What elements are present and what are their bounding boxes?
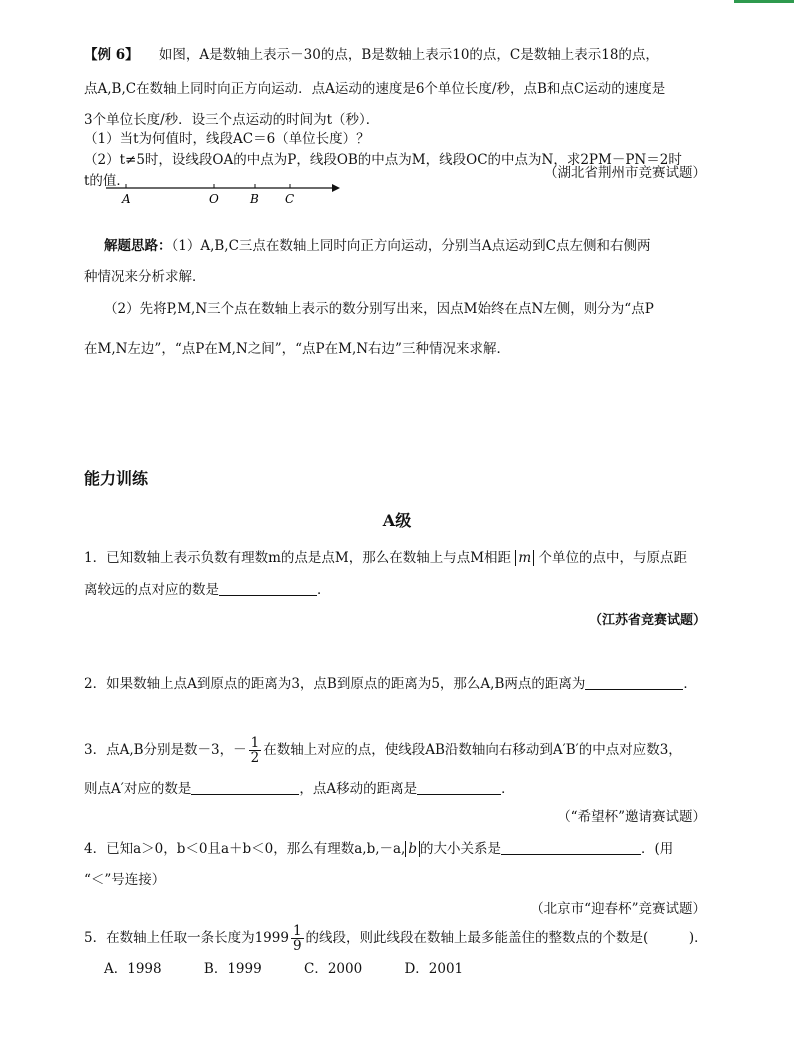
- problem-4-line-1: [84, 840, 673, 858]
- problem-5-fraction-den: 9: [292, 938, 302, 954]
- axis-label-b: B: [250, 192, 259, 206]
- example-question-2b: t的值．: [84, 173, 130, 189]
- analysis-label: 解题思路：: [104, 238, 172, 254]
- problem-3-line-1: [84, 736, 682, 765]
- problem-5-options: [104, 957, 501, 977]
- example-text-1: 如图，A是数轴上表示－30的点，B是数轴上表示10的点，C是数轴上表示18的点，: [158, 47, 659, 63]
- problem-3-answer-blank-2[interactable]: [417, 780, 501, 795]
- analysis-text-1: （1）A,B,C三点在数轴上同时向正方向运动，分别当A点运动到C点左侧和右侧两: [171, 238, 651, 254]
- analysis-line-2: 种情况来分析求解．: [84, 269, 206, 285]
- example-line-1: [84, 46, 659, 64]
- option-a[interactable]: A．1998: [104, 961, 162, 977]
- problem-4-abs-b: b: [405, 841, 420, 857]
- problem-4-text-pre: 4．已知a＞0，b＜0且a＋b＜0，那么有理数a,b,－a,: [84, 841, 406, 857]
- example-question-1: （1）当t为何值时，线段AC＝6（单位长度）？: [84, 131, 370, 147]
- analysis-line-1: [104, 237, 651, 255]
- problem-3-text-2a: 则点A′对应的数是: [84, 781, 192, 797]
- option-b[interactable]: B．1999: [203, 961, 262, 977]
- problem-4-text-post: 的大小关系是: [420, 841, 502, 857]
- analysis-line-3: （2）先将P,M,N三个点在数轴上表示的数分别写出来，因点M始终在点N左侧，则分为“点P: [104, 301, 654, 317]
- problem-1-line-1: [84, 549, 687, 567]
- problem-1-text-2: 离较远的点对应的数是: [84, 582, 219, 598]
- problem-4-text-end: ．(用: [641, 841, 674, 857]
- problem-1-answer-blank[interactable]: [219, 581, 317, 596]
- option-c[interactable]: C．2000: [303, 961, 363, 977]
- problem-4-answer-blank[interactable]: [501, 840, 641, 855]
- problem-5-text-post: 的线段，则此线段在数轴上最多能盖住的整数点的个数是( )．: [305, 930, 708, 946]
- axis-label-o: O: [209, 192, 219, 206]
- problem-5-text-pre: 5．在数轴上任取一条长度为1999: [84, 930, 289, 946]
- problem-4-line-2: “＜”号连接）: [84, 872, 166, 888]
- problem-3-text-2b: ，点A移动的距离是: [299, 781, 418, 797]
- problem-1-text-pre: 1．已知数轴上表示负数有理数m的点是点M，那么在数轴上与点M相距: [84, 550, 512, 566]
- problem-2-answer-blank[interactable]: [585, 675, 683, 690]
- problem-4-source: （北京市“迎春杯”竞赛试题）: [530, 901, 706, 917]
- top-accent-bar: [734, 0, 794, 3]
- problem-1-abs-m: m: [515, 550, 534, 566]
- problem-2-text: 2．如果数轴上点A到原点的距离为3，点B到原点的距离为5，那么A,B两点的距离为: [84, 676, 586, 692]
- axis-label-a: A: [122, 192, 131, 206]
- problem-1-source: （江苏省竞赛试题）: [588, 613, 706, 628]
- example-line-3: 3个单位长度/秒．设三个点运动的时间为t（秒）．: [84, 112, 380, 128]
- example-source: （湖北省荆州市竞赛试题）: [544, 165, 706, 181]
- example-question-2: （2）t≠5时，设线段OA的中点为P，线段OB的中点为M，线段OC的中点为N，求2PM－PN＝2时: [84, 152, 682, 168]
- section-title: 能力训练: [84, 469, 149, 488]
- number-line-arrow: [332, 184, 340, 192]
- axis-label-c: C: [285, 192, 295, 206]
- problem-5-fraction: [291, 924, 304, 953]
- example-label: 【例 6】: [84, 47, 139, 63]
- level-title: A级: [382, 511, 412, 530]
- problem-5-fraction-num: 1: [292, 923, 302, 939]
- option-d[interactable]: D．2001: [404, 961, 464, 977]
- problem-3-text-pre: 3．点A,B分别是数－3，－: [84, 742, 247, 758]
- problem-3-source: （“希望杯”邀请赛试题）: [557, 809, 706, 825]
- problem-1-text-post: 个单位的点中，与原点距: [538, 550, 687, 566]
- problem-3-line-2: 则点A′对应的数是 ，点A移动的距离是 ．: [84, 781, 515, 797]
- problem-2-line: 2．如果数轴上点A到原点的距离为3，点B到原点的距离为5，那么A,B两点的距离为 ．: [84, 676, 697, 692]
- problem-3-answer-blank-1[interactable]: [191, 780, 299, 795]
- problem-3-fraction: [249, 736, 262, 765]
- analysis-line-4: 在M,N左边”，“点P在M,N之间”，“点P在M,N右边”三种情况来求解．: [84, 341, 510, 357]
- example-line-2: 点A,B,C在数轴上同时向正方向运动．点A运动的速度是6个单位长度/秒，点B和点C运动的速度是: [84, 81, 666, 97]
- problem-3-fraction-num: 1: [250, 735, 260, 751]
- number-line-figure: [100, 178, 350, 210]
- problem-3-text-post: 在数轴上对应的点，使线段AB沿数轴向右移动到A′B′的中点对应数3，: [263, 742, 682, 758]
- problem-1-line-2: 离较远的点对应的数是 ．: [84, 582, 331, 598]
- problem-3-fraction-den: 2: [250, 750, 260, 766]
- problem-5-line: [84, 924, 708, 953]
